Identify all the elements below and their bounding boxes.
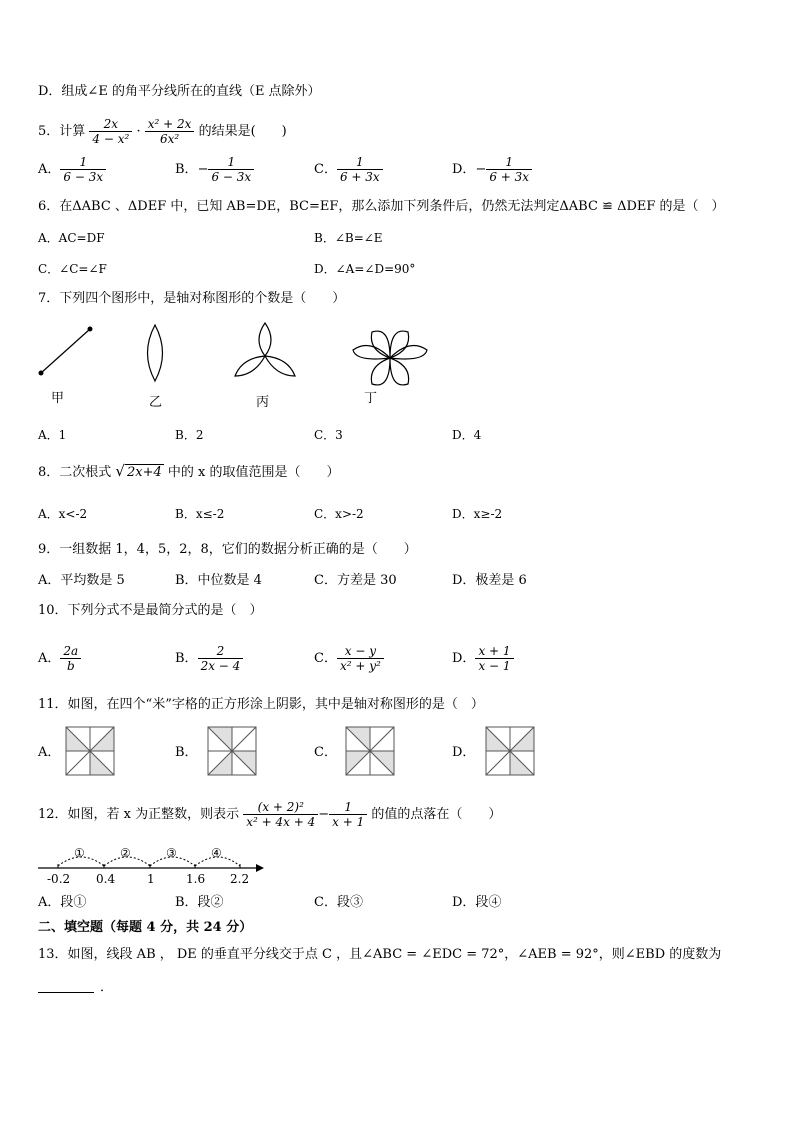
- q7-option-b[interactable]: B．2: [175, 428, 204, 442]
- q5-opt-a-num: 1: [60, 155, 106, 170]
- q12-stem-pre: 12．如图，若 x 为正整数，则表示: [38, 807, 240, 822]
- q8-radicand: 2x+4: [126, 465, 162, 480]
- q11-option-c-label[interactable]: C．: [314, 745, 337, 760]
- q10-opt-a-den: b: [66, 659, 75, 673]
- q12-f2-num: 1: [329, 800, 367, 815]
- segment-label-3: ③: [166, 846, 177, 860]
- q12-option-d[interactable]: D．段④: [452, 895, 502, 910]
- q10-opt-b-num: 2: [198, 644, 244, 659]
- q9-option-b[interactable]: B．中位数是 4: [175, 573, 262, 588]
- tick-label-1: 1: [147, 872, 155, 886]
- q6-option-d[interactable]: D．∠A=∠D=90°: [314, 262, 416, 276]
- tick-label-1-6: 1.6: [186, 872, 206, 886]
- q5-f1-num: 2x: [89, 117, 132, 132]
- figure-label-bing: 丙: [256, 395, 270, 410]
- q11-option-a-label[interactable]: A．: [38, 745, 61, 760]
- q8-stem-pre: 8．二次根式: [38, 465, 112, 480]
- sqrt-icon: √: [115, 462, 125, 480]
- q5-opt-a-den: 6 − 3x: [63, 170, 104, 184]
- q8-option-b[interactable]: B．x≤-2: [175, 507, 225, 521]
- q10-opt-c-num: x − y: [337, 644, 384, 659]
- q12-minus: −: [318, 807, 330, 822]
- figure-label-jia: 甲: [51, 391, 65, 406]
- q10-opt-d-label: D．: [452, 651, 476, 666]
- tick-label-neg-0-2: -0.2: [47, 872, 71, 886]
- segment-label-1: ①: [74, 846, 85, 860]
- q5-stem-post: 的结果是( ): [198, 124, 287, 139]
- tick-label-2-2: 2.2: [230, 872, 250, 886]
- q12-option-c[interactable]: C．段③: [314, 895, 363, 910]
- q10-opt-a-num: 2a: [60, 644, 81, 659]
- q6-stem: 6．在ΔABC 、ΔDEF 中，已知 AB=DE，BC=EF，那么添加下列条件后，仍然无法判定ΔABC ≌ ΔDEF 的是（ ）: [38, 199, 725, 214]
- q4-option-d: D．组成∠E 的角平分线所在的直线（E 点除外）: [38, 84, 321, 99]
- q13-tail: ．: [100, 980, 114, 995]
- q12-f2-den: x + 1: [332, 815, 365, 829]
- q10-opt-b-den: 2x − 4: [200, 659, 241, 673]
- q12-stem-post: 的值的点落在（ ）: [371, 807, 502, 822]
- q13-answer-blank[interactable]: [38, 992, 94, 993]
- q5-f1-den: 4 − x²: [92, 132, 130, 146]
- q10-opt-d-num: x + 1: [475, 644, 513, 659]
- q7-option-d[interactable]: D．4: [452, 428, 482, 442]
- q5-opt-d-den: 6 + 3x: [489, 170, 530, 184]
- q12-f1-den: x² + 4x + 4: [246, 815, 316, 829]
- q10-opt-a-label: A．: [38, 651, 61, 666]
- figure-label-yi: 乙: [149, 395, 163, 410]
- q5-dot: ·: [136, 124, 141, 139]
- q8-option-a[interactable]: A．x<-2: [38, 507, 88, 521]
- q5-opt-b-sign: −: [197, 162, 209, 177]
- q5-opt-d-num: 1: [486, 155, 532, 170]
- q5-opt-b-den: 6 − 3x: [211, 170, 252, 184]
- q5-f2-num: x² + 2x: [145, 117, 195, 132]
- q5-opt-b-num: 1: [208, 155, 254, 170]
- q11-stem: 11．如图，在四个“米”字格的正方形涂上阴影，其中是轴对称图形的是（ ）: [38, 697, 484, 712]
- q5-opt-d-sign: −: [475, 162, 487, 177]
- q10-opt-c-den: x² + y²: [339, 659, 381, 673]
- q5-stem-pre: 5．计算: [38, 124, 86, 139]
- q5-opt-c-label: C．: [314, 162, 337, 177]
- q11-option-d-label[interactable]: D．: [452, 745, 476, 760]
- q9-stem: 9．一组数据 1，4，5，2，8，它们的数据分析正确的是（ ）: [38, 542, 417, 557]
- q6-option-a[interactable]: A．AC=DF: [38, 231, 105, 245]
- q9-option-a[interactable]: A．平均数是 5: [38, 573, 125, 588]
- q8-stem-post: 中的 x 的取值范围是（ ）: [167, 465, 340, 480]
- segment-label-2: ②: [120, 846, 131, 860]
- q5-opt-b-label: B．: [175, 162, 198, 177]
- q11-option-b-label[interactable]: B．: [175, 745, 198, 760]
- q7-stem: 7．下列四个图形中，是轴对称图形的个数是（ ）: [38, 291, 346, 306]
- q12-option-a[interactable]: A．段①: [38, 895, 87, 910]
- q8-option-c[interactable]: C．x>-2: [314, 507, 364, 521]
- q10-stem: 10．下列分式不是最简分式的是（ ）: [38, 603, 263, 618]
- section-heading-fill-in: 二、填空题（每题 4 分，共 24 分）: [38, 920, 253, 935]
- q9-option-c[interactable]: C．方差是 30: [314, 573, 397, 588]
- segment-label-4: ④: [211, 846, 222, 860]
- q12-option-b[interactable]: B．段②: [175, 895, 224, 910]
- q5-opt-c-num: 1: [337, 155, 383, 170]
- q6-option-b[interactable]: B．∠B=∠E: [314, 231, 383, 245]
- q5-opt-c-den: 6 + 3x: [339, 170, 380, 184]
- q7-option-c[interactable]: C．3: [314, 428, 343, 442]
- q10-opt-b-label: B．: [175, 651, 198, 666]
- q9-option-d[interactable]: D．极差是 6: [452, 573, 527, 588]
- q6-option-c[interactable]: C．∠C=∠F: [38, 262, 107, 276]
- q5-f2-den: 6x²: [159, 132, 180, 146]
- number-line-arrow-icon: [256, 864, 264, 872]
- figure-label-ding: 丁: [364, 391, 378, 406]
- q13-stem: 13．如图，线段 AB ， DE 的垂直平分线交于点 C ，且∠ABC = ∠EDC = 72°，∠AEB = 92°，则∠EBD 的度数为: [38, 947, 722, 962]
- q12-f1-num: (x + 2)²: [243, 800, 318, 815]
- q7-option-a[interactable]: A．1: [38, 428, 67, 442]
- tick-label-0-4: 0.4: [96, 872, 116, 886]
- q5-opt-d-label: D．: [452, 162, 476, 177]
- q8-option-d[interactable]: D．x≥-2: [452, 507, 503, 521]
- q5-opt-a-label: A．: [38, 162, 61, 177]
- q10-opt-c-label: C．: [314, 651, 337, 666]
- q10-opt-d-den: x − 1: [478, 659, 511, 673]
